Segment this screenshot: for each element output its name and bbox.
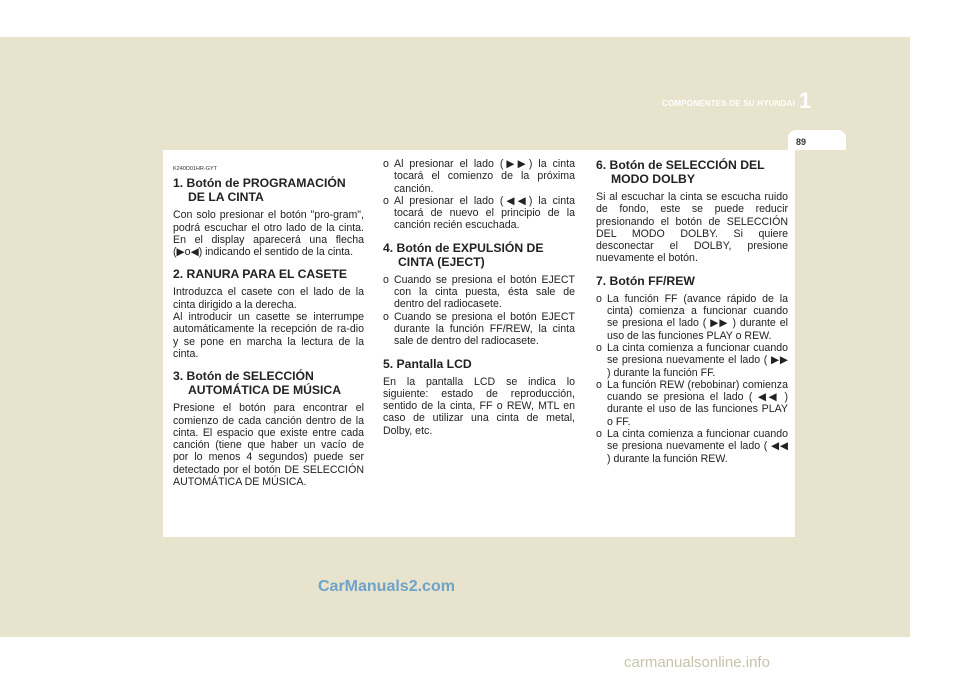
list-item: o La cinta comienza a funcionar cuando se presiona nuevamente el lado ( ▶▶ ) durante la función FF.: [596, 341, 788, 379]
list-item: o La función REW (rebobinar) comienza cuando se presiona el lado ( ◀◀ ) durante el uso de las funciones PLAY o FF.: [596, 378, 788, 428]
heading-dolby-button: 6. Botón de SELECCIÓN DEL MODO DOLBY: [596, 158, 765, 186]
list-item: o Cuando se presiona el botón EJECT con la cinta puesta, ésta sale de dentro del radiocasete.: [383, 273, 575, 311]
watermark-carmanualsonline: carmanualsonline.info: [624, 654, 770, 671]
paragraph: Si al escuchar la cinta se escucha ruido de fondo, este se puede reducir presionando el botón de SELECCIÓN DEL MODO DOLBY. Si quiere desconectar el DOLBY, presione nuevamente el botón.: [596, 191, 788, 265]
column-1: [173, 158, 364, 497]
bullet: o: [383, 158, 389, 170]
paragraph: Al introducir un casette se interrumpe automáticamente la recepción de ra-dio y se pone en marcha la lectura de la cinta.: [173, 311, 364, 360]
paragraph: Introduzca el casete con el lado de la cinta dirigido a la derecha.: [173, 286, 364, 311]
list-item: o Al presionar el lado (▶▶) la cinta tocará el comienzo de la próxima canción.: [383, 158, 575, 195]
bullet: o: [383, 273, 389, 286]
paragraph: En la pantalla LCD se indica lo siguiente: estado de reproducción, sentido de la cinta, FF o REW, MTL en caso de utilizar una cinta de metal, Dolby, etc.: [383, 375, 575, 437]
bullet: o: [383, 194, 389, 207]
chapter-number: 1: [799, 88, 812, 113]
column-2: [383, 158, 575, 446]
heading-cassette-slot: 2. RANURA PARA EL CASETE: [173, 267, 348, 282]
heading-eject-button: 4. Botón de EXPULSIÓN DE CINTA (EJECT): [383, 240, 544, 269]
heading-tape-program-button: 1. Botón de PROGRAMACIÓN DE LA CINTA: [173, 176, 346, 205]
bullet: o: [596, 428, 602, 441]
heading-lcd-screen: 5. Pantalla LCD: [383, 356, 472, 371]
reference-code: K240D01HR-GYT: [173, 166, 218, 172]
column-3: [596, 158, 788, 465]
bullet: o: [383, 310, 389, 323]
list-item: o Cuando se presiona el botón EJECT durante la función FF/REW, la cinta sale de dentro del radiocasete.: [383, 310, 575, 348]
list-item: o Al presionar el lado (◀◀) la cinta tocará de nuevo el principio de la canción recién escuchada.: [383, 194, 575, 232]
heading-ff-rew-button: 7. Botón FF/REW: [596, 273, 695, 288]
watermark-carmanuals2: CarManuals2.com: [318, 578, 455, 595]
paragraph: Presione el botón para encontrar el comienzo de cada canción dentro de la cinta. El espacio que existe entre cada canción (tiene que haber un vacío de por lo menos 4 segundos) puede ser detectado por el botón DE SELECCIÓN AUTOMÁTICA DE MÚSICA.: [173, 402, 364, 489]
paragraph: Con solo presionar el botón "pro-gram", podrá escuchar el otro lado de la cinta. En el display aparecerá una flecha (▶o◀) indicando el sentido de la cinta.: [173, 209, 364, 259]
bullet: o: [596, 292, 602, 305]
list-item: o La cinta comienza a funcionar cuando se presiona nuevamente el lado ( ◀◀ ) durante la función REW.: [596, 428, 788, 465]
list-item: o La función FF (avance rápido de la cinta) comienza a funcionar cuando se presiona el lado ( ▶▶ ) durante el uso de las funciones PLAY o REW.: [596, 292, 788, 342]
bullet: o: [596, 341, 602, 354]
page-number: 89: [796, 137, 807, 147]
section-title: COMPONENTES DE SU HYUNDAI: [661, 99, 795, 108]
bullet: o: [596, 378, 602, 391]
heading-auto-music-select: 3. Botón de SELECCIÓN AUTOMÁTICA DE MÚSICA: [173, 369, 342, 398]
